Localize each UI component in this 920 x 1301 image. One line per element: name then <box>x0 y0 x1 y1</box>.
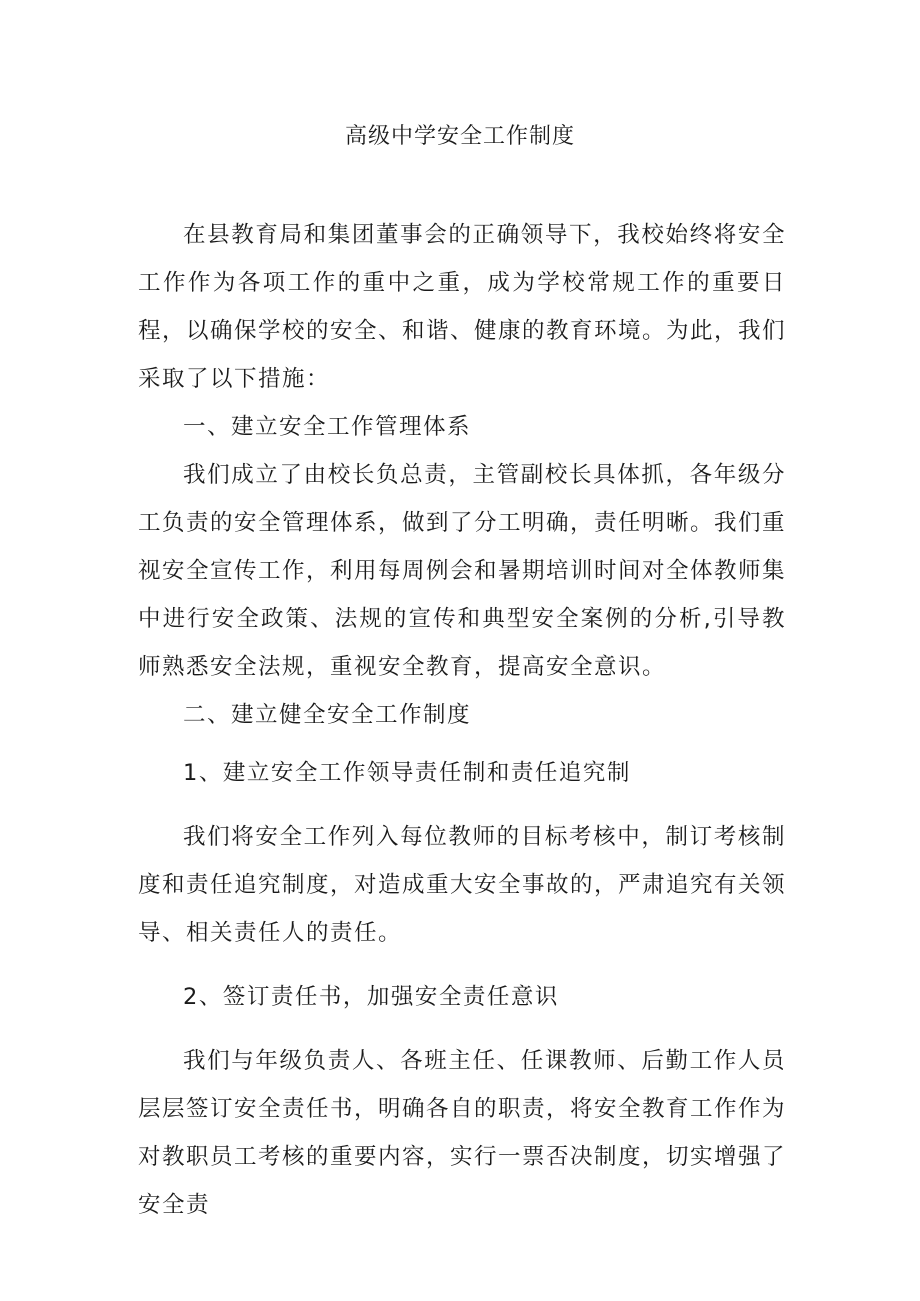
document-title: 高级中学安全工作制度 <box>344 124 575 149</box>
spacer <box>138 1021 786 1037</box>
subsection-1-paragraph: 我们将安全工作列入每位教师的目标考核中，制订考核制度和责任追究制度，对造成重大安全事故的，严肃追究有关领导、相关责任人的责任。 <box>138 824 787 946</box>
intro-paragraph: 在县教育局和集团董事会的正确领导下，我校始终将安全工作作为各项工作的重中之重，成为学校常规工作的重要日程，以确保学校的安全、和谐、健康的教育环境。为此，我们采取了以下措施： <box>138 222 787 392</box>
document-body <box>138 211 786 1229</box>
section-1-heading: 一、建立安全工作管理体系 <box>183 414 472 440</box>
subsection-1-heading: 1、建立安全工作领导责任制和责任追究制 <box>183 760 631 786</box>
subsection-2-heading: 2、签订责任书，加强安全责任意识 <box>183 984 559 1010</box>
spacer <box>138 797 786 813</box>
section-1-paragraph: 我们成立了由校长负总责，主管副校长具体抓，各年级分工负责的安全管理体系，做到了分工明确，责任明晰。我们重视安全宣传工作，利用每周例会和暑期培训时间对全体教师集中进行安全政策、法规的宣传和典型安全案例的分析,引导教师熟悉安全法规，重视安全教育，提高安全意识。 <box>138 462 787 680</box>
section-2-heading: 二、建立健全安全工作制度 <box>183 702 472 728</box>
spacer <box>138 739 786 749</box>
subsection-2-paragraph: 我们与年级负责人、各班主任、任课教师、后勤工作人员层层签订安全责任书，明确各自的职责，将安全教育工作作为对教职员工考核的重要内容，实行一票否决制度，切实增强了安全责 <box>138 1048 787 1218</box>
spacer <box>138 957 786 973</box>
